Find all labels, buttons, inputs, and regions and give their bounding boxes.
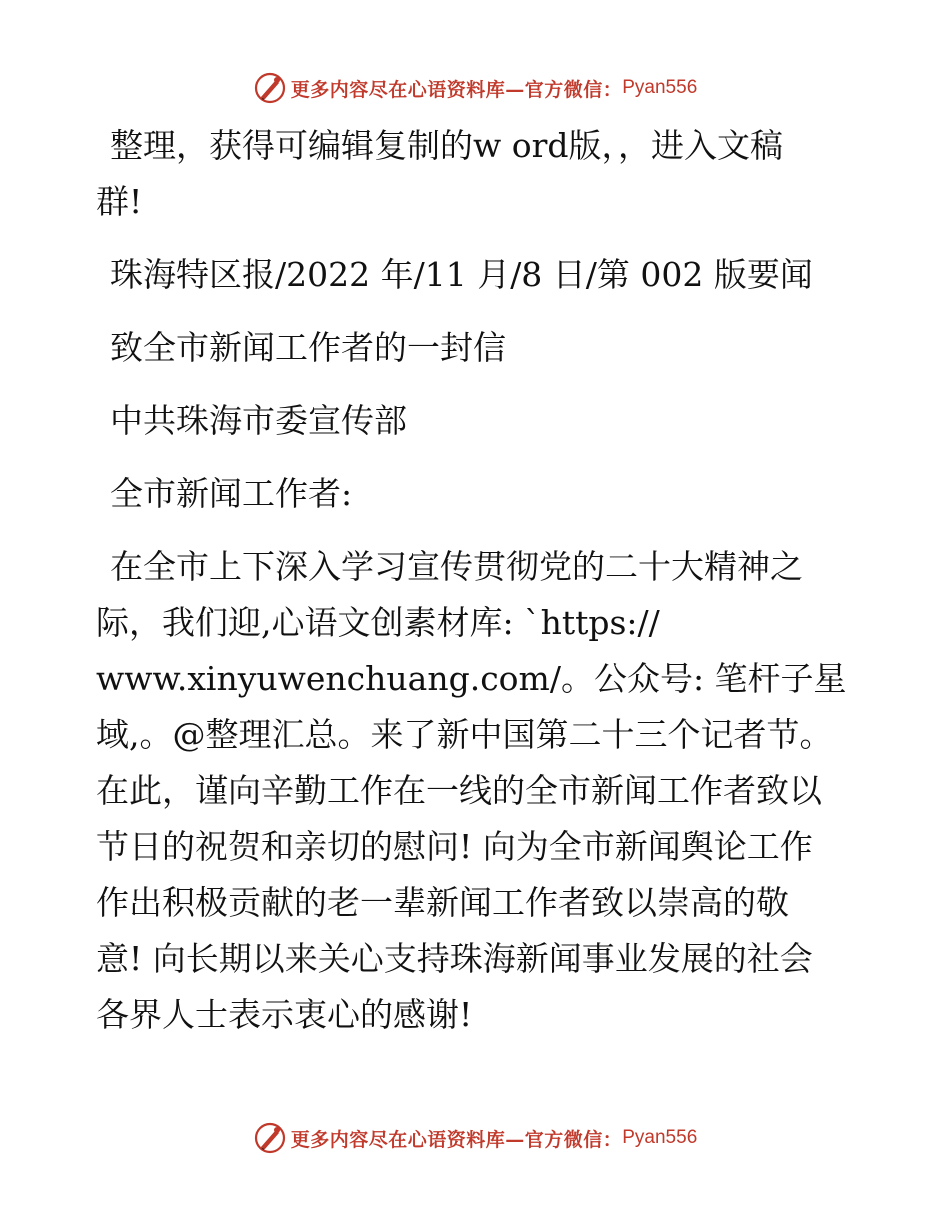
text-line: www.xinyuwenchuang.com/。公众号: 笔杆子星 <box>96 659 847 698</box>
banner-wechat-id: Pyan556 <box>622 77 698 98</box>
text-line: 在此，谨向辛勤工作在一线的全市新闻工作者致以 <box>96 771 822 810</box>
letter-author-text: 中共珠海市委宣传部 <box>110 401 407 440</box>
text-line: 作出积极贡献的老一辈新闻工作者致以崇高的敬 <box>96 883 789 922</box>
banner-wechat-id: Pyan556 <box>622 1127 698 1148</box>
pen-logo-icon <box>253 71 287 105</box>
pen-logo-icon <box>253 1121 287 1155</box>
salutation-text: 全市新闻工作者: <box>110 474 353 513</box>
text-line: 意! 向长期以来关心支持珠海新闻事业发展的社会 <box>96 939 813 978</box>
intro-paragraph <box>96 118 856 230</box>
text-line: 整理，获得可编辑复制的w ord版，，进入文稿 <box>110 126 784 165</box>
text-line: 际，我们迎,心语文创素材库: `https:// <box>96 603 660 642</box>
text-line: 群! <box>96 182 143 221</box>
banner-text: 更多内容尽在心语资料库—官方微信： <box>290 1128 623 1151</box>
letter-author <box>96 393 856 449</box>
banner-text: 更多内容尽在心语资料库—官方微信： <box>290 78 623 101</box>
text-line: 在全市上下深入学习宣传贯彻党的二十大精神之 <box>110 547 803 586</box>
text-line: 各界人士表示衷心的感谢! <box>96 995 473 1034</box>
footer-banner <box>0 1118 950 1158</box>
document-body <box>96 118 856 1060</box>
source-text: 珠海特区报/2022 年/11 月/8 日/第 002 版要闻 <box>110 255 813 294</box>
text-line: 域,。@整理汇总。来了新中国第二十三个记者节。 <box>96 715 833 754</box>
letter-salutation <box>96 466 856 522</box>
letter-title <box>96 320 856 376</box>
letter-body-paragraph <box>96 539 856 1043</box>
text-line: 节日的祝贺和亲切的慰问! 向为全市新闻舆论工作 <box>96 827 813 866</box>
source-line <box>96 247 856 303</box>
letter-title-text: 致全市新闻工作者的一封信 <box>110 328 506 367</box>
header-banner <box>0 68 950 108</box>
